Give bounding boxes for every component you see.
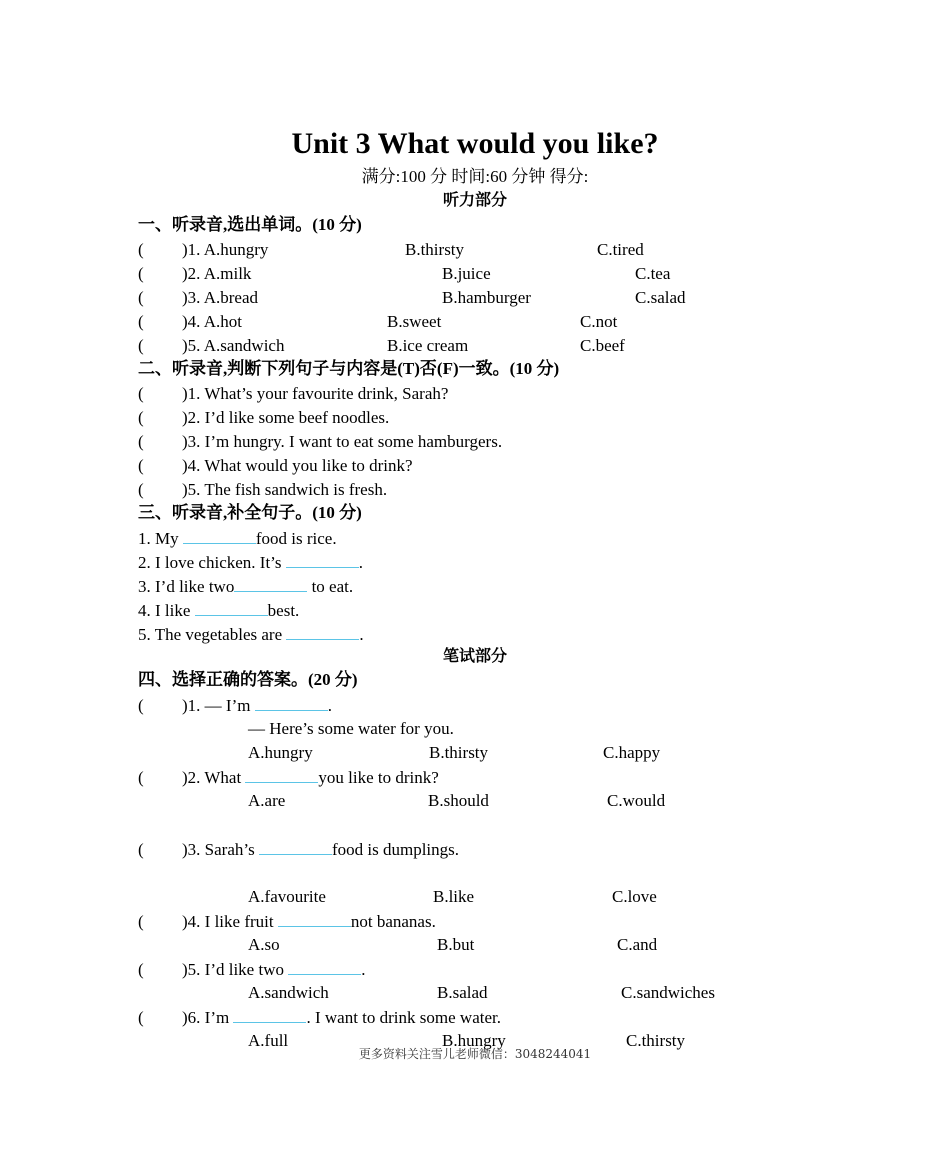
s1-q3-option-c: C.salad	[635, 288, 686, 307]
answer-blank[interactable]	[259, 837, 332, 855]
s1-q4-option-b: B.sweet	[387, 312, 442, 331]
section-1-heading: 一、听录音,选出单词。(10 分)	[138, 215, 362, 234]
s4-q4: ( )4. I like fruit not bananas.	[138, 909, 436, 934]
s4-q2-option-b: B.should	[428, 791, 489, 810]
answer-blank[interactable]	[286, 550, 359, 568]
answer-blank[interactable]	[233, 1005, 306, 1023]
s4-q1-option-c: C.happy	[603, 743, 661, 762]
s3-item: 1. My food is rice.	[138, 526, 337, 551]
s1-q1-option-b: B.thirsty	[405, 240, 465, 259]
s2-item: ( )2. I’d like some beef noodles.	[138, 408, 390, 427]
answer-blank[interactable]	[286, 622, 359, 640]
s1-q3-num: ( )3. A.bread	[138, 288, 259, 307]
s1-q5-num: ( )5. A.sandwich	[138, 336, 285, 355]
answer-blank[interactable]	[195, 598, 268, 616]
writing-part-header: 笔试部分	[442, 648, 507, 665]
s4-q2: ( )2. What you like to drink?	[138, 765, 439, 790]
s4-q3-option-a: A.favourite	[248, 887, 326, 906]
section-4-heading: 四、选择正确的答案。(20 分)	[138, 670, 358, 689]
page-title: Unit 3 What would you like?	[291, 127, 659, 160]
answer-blank[interactable]	[183, 526, 256, 544]
score-info: 满分:100 分 时间:60 分钟 得分:	[361, 167, 589, 186]
s2-item: ( )3. I’m hungry. I want to eat some hamburgers.	[138, 432, 503, 451]
s2-item: ( )4. What would you like to drink?	[138, 456, 413, 475]
s4-q6-option-c: C.thirsty	[626, 1031, 686, 1050]
s1-q2-option-b: B.juice	[442, 264, 491, 283]
s4-q6-option-b: B.hungry	[442, 1031, 506, 1050]
s4-q1-option-b: B.thirsty	[429, 743, 489, 762]
section-3-heading: 三、听录音,补全句子。(10 分)	[138, 503, 362, 522]
s4-q5-option-a: A.sandwich	[248, 983, 329, 1002]
answer-blank[interactable]	[245, 765, 318, 783]
s4-q3: ( )3. Sarah’s food is dumplings.	[138, 837, 459, 862]
s4-q5-option-c: C.sandwiches	[621, 983, 715, 1002]
s4-q1-reply: — Here’s some water for you.	[248, 719, 454, 738]
section-2-heading: 二、听录音,判断下列句子与内容是(T)否(F)一致。(10 分)	[138, 359, 560, 378]
s1-q5-option-c: C.beef	[580, 336, 625, 355]
s4-q5: ( )5. I’d like two .	[138, 957, 365, 982]
s4-q4-option-c: C.and	[617, 935, 658, 954]
answer-blank[interactable]	[288, 957, 361, 975]
s4-q4-option-b: B.but	[437, 935, 475, 954]
s1-q1-num: ( )1. A.hungry	[138, 240, 269, 259]
answer-blank[interactable]	[255, 693, 328, 711]
s1-q2-option-c: C.tea	[635, 264, 671, 283]
s4-q1-option-a: A.hungry	[248, 743, 313, 762]
answer-blank[interactable]	[234, 574, 307, 592]
s4-q1: ( )1. — I’m .	[138, 693, 332, 718]
s1-q4-option-c: C.not	[580, 312, 618, 331]
s4-q2-option-c: C.would	[607, 791, 666, 810]
s4-q2-option-a: A.are	[248, 791, 286, 810]
s4-q6-option-a: A.full	[248, 1031, 289, 1050]
s4-q5-option-b: B.salad	[437, 983, 488, 1002]
s1-q4-num: ( )4. A.hot	[138, 312, 242, 331]
s3-item: 5. The vegetables are .	[138, 622, 364, 647]
listening-part-header: 听力部分	[442, 192, 507, 209]
s1-q5-option-b: B.ice cream	[387, 336, 469, 355]
s3-item: 3. I’d like two to eat.	[138, 574, 353, 599]
s1-q2-num: ( )2. A.milk	[138, 264, 252, 283]
s4-q3-option-b: B.like	[433, 887, 475, 906]
s4-q3-option-c: C.love	[612, 887, 657, 906]
s4-q4-option-a: A.so	[248, 935, 280, 954]
footer-note: 更多资料关注雪儿老师微信：3048244041	[358, 1047, 592, 1061]
s2-item: ( )1. What’s your favourite drink, Sarah?	[138, 384, 449, 403]
s3-item: 4. I like best.	[138, 598, 299, 623]
s1-q3-option-b: B.hamburger	[442, 288, 531, 307]
s1-q1-option-c: C.tired	[597, 240, 644, 259]
s3-item: 2. I love chicken. It’s .	[138, 550, 363, 575]
answer-blank[interactable]	[278, 909, 351, 927]
s2-item: ( )5. The fish sandwich is fresh.	[138, 480, 388, 499]
s4-q6: ( )6. I’m . I want to drink some water.	[138, 1005, 501, 1030]
